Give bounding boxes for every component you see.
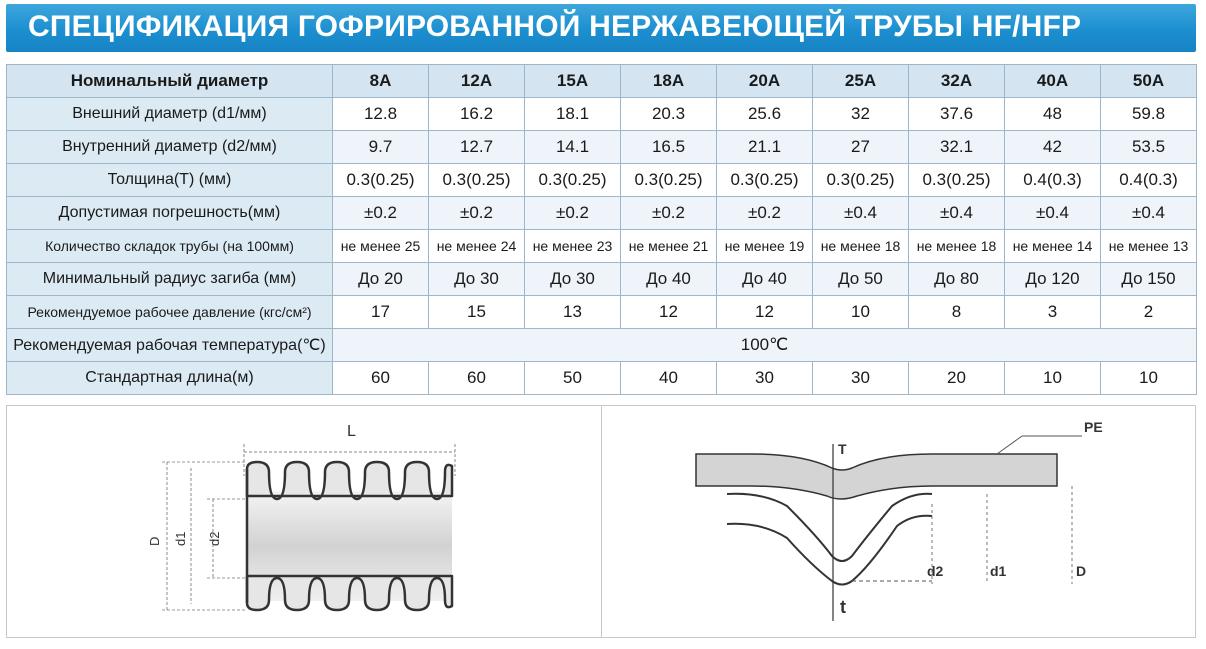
spec-table [6, 64, 1197, 395]
row-label: Минимальный радиус загиба (мм) [7, 263, 333, 296]
title-banner [6, 4, 1196, 52]
row-label: Толщина(T) (мм) [7, 164, 333, 197]
size-header: 12A [429, 65, 525, 98]
table-cell: 0.3(0.25) [717, 164, 813, 197]
table-cell: ±0.2 [717, 197, 813, 230]
table-cell: 9.7 [333, 131, 429, 164]
table-cell: 12.7 [429, 131, 525, 164]
table-row [7, 230, 1197, 263]
table-cell: 10 [1101, 362, 1197, 395]
table-cell: 59.8 [1101, 98, 1197, 131]
table-cell: не менее 14 [1005, 230, 1101, 263]
row-label: Допустимая погрешность(мм) [7, 197, 333, 230]
table-cell: 10 [813, 296, 909, 329]
size-header: 15A [525, 65, 621, 98]
table-cell: ±0.4 [813, 197, 909, 230]
row-label: Внешний диаметр (d1/мм) [7, 98, 333, 131]
label-d1: d1 [173, 531, 188, 546]
temperature-cell: 100℃ [333, 329, 1197, 362]
table-cell: 0.4(0.3) [1005, 164, 1101, 197]
label-D-right: D [1076, 563, 1087, 579]
table-cell: 18.1 [525, 98, 621, 131]
row-label: Стандартная длина(м) [7, 362, 333, 395]
header-row [7, 65, 1197, 98]
label-d1-right: d1 [990, 563, 1007, 579]
table-cell: 0.3(0.25) [813, 164, 909, 197]
table-cell: не менее 25 [333, 230, 429, 263]
table-cell: До 80 [909, 263, 1005, 296]
label-d2-right: d2 [927, 563, 944, 579]
table-cell: не менее 19 [717, 230, 813, 263]
table-row [7, 263, 1197, 296]
table-cell: 3 [1005, 296, 1101, 329]
label-PE: PE [1084, 419, 1103, 435]
size-header: 8A [333, 65, 429, 98]
table-row [7, 197, 1197, 230]
label-d2: d2 [207, 531, 222, 546]
table-cell: 30 [717, 362, 813, 395]
table-cell: 40 [621, 362, 717, 395]
table-cell: 17 [333, 296, 429, 329]
table-row [7, 329, 1197, 362]
section-drawing [602, 406, 1195, 637]
table-cell: 50 [525, 362, 621, 395]
table-row [7, 164, 1197, 197]
label-T: T [838, 441, 847, 457]
table-cell: 14.1 [525, 131, 621, 164]
table-cell: 0.3(0.25) [429, 164, 525, 197]
size-header: 25A [813, 65, 909, 98]
wall-section-diagram [601, 405, 1196, 638]
table-cell: 16.2 [429, 98, 525, 131]
table-cell: 20 [909, 362, 1005, 395]
table-cell: ±0.4 [909, 197, 1005, 230]
table-cell: До 20 [333, 263, 429, 296]
table-cell: До 120 [1005, 263, 1101, 296]
table-cell: ±0.2 [621, 197, 717, 230]
table-cell: 37.6 [909, 98, 1005, 131]
label-D: D [147, 536, 162, 546]
table-cell: 42 [1005, 131, 1101, 164]
table-cell: 2 [1101, 296, 1197, 329]
table-row [7, 296, 1197, 329]
table-cell: 12 [621, 296, 717, 329]
row-label: Внутренний диаметр (d2/мм) [7, 131, 333, 164]
table-cell: 0.3(0.25) [333, 164, 429, 197]
table-cell: 53.5 [1101, 131, 1197, 164]
table-cell: 12 [717, 296, 813, 329]
table-cell: 12.8 [333, 98, 429, 131]
table-cell: 0.3(0.25) [621, 164, 717, 197]
table-cell: ±0.2 [429, 197, 525, 230]
table-cell: 32 [813, 98, 909, 131]
page-title: СПЕЦИФИКАЦИЯ ГОФРИРОВАННОЙ НЕРЖАВЕЮЩЕЙ ТРУБЫ HF/HFP [28, 10, 1082, 43]
table-row [7, 362, 1197, 395]
table-row [7, 131, 1197, 164]
label-L: L [347, 423, 356, 440]
table-cell: 0.4(0.3) [1101, 164, 1197, 197]
header-label: Номинальный диаметр [7, 65, 333, 98]
table-cell: 8 [909, 296, 1005, 329]
table-cell: До 40 [717, 263, 813, 296]
table-cell: ±0.2 [333, 197, 429, 230]
table-cell: не менее 21 [621, 230, 717, 263]
table-cell: не менее 18 [909, 230, 1005, 263]
table-cell: 32.1 [909, 131, 1005, 164]
table-cell: ±0.4 [1101, 197, 1197, 230]
size-header: 20A [717, 65, 813, 98]
table-cell: 21.1 [717, 131, 813, 164]
table-cell: 13 [525, 296, 621, 329]
table-cell: 0.3(0.25) [525, 164, 621, 197]
size-header: 32A [909, 65, 1005, 98]
table-cell: 27 [813, 131, 909, 164]
row-label: Рекомендуемая рабочая температура(℃) [7, 329, 333, 362]
table-cell: 30 [813, 362, 909, 395]
size-header: 18A [621, 65, 717, 98]
table-cell: До 50 [813, 263, 909, 296]
size-header: 40A [1005, 65, 1101, 98]
table-cell: не менее 23 [525, 230, 621, 263]
pipe-drawing [7, 406, 601, 637]
table-cell: 60 [429, 362, 525, 395]
label-t: t [840, 597, 846, 617]
table-cell: не менее 24 [429, 230, 525, 263]
size-header: 50A [1101, 65, 1197, 98]
table-cell: ±0.2 [525, 197, 621, 230]
table-cell: не менее 13 [1101, 230, 1197, 263]
table-cell: До 30 [429, 263, 525, 296]
row-label: Рекомендуемое рабочее давление (кгс/см²) [7, 296, 333, 329]
row-label: Количество складок трубы (на 100мм) [7, 230, 333, 263]
table-cell: 20.3 [621, 98, 717, 131]
table-cell: 0.3(0.25) [909, 164, 1005, 197]
table-cell: 16.5 [621, 131, 717, 164]
table-row [7, 98, 1197, 131]
table-cell: До 30 [525, 263, 621, 296]
table-cell: До 40 [621, 263, 717, 296]
pipe-side-diagram [6, 405, 602, 638]
table-cell: 60 [333, 362, 429, 395]
table-cell: До 150 [1101, 263, 1197, 296]
table-cell: 15 [429, 296, 525, 329]
table-cell: не менее 18 [813, 230, 909, 263]
table-cell: 10 [1005, 362, 1101, 395]
table-cell: ±0.4 [1005, 197, 1101, 230]
table-cell: 25.6 [717, 98, 813, 131]
table-cell: 48 [1005, 98, 1101, 131]
